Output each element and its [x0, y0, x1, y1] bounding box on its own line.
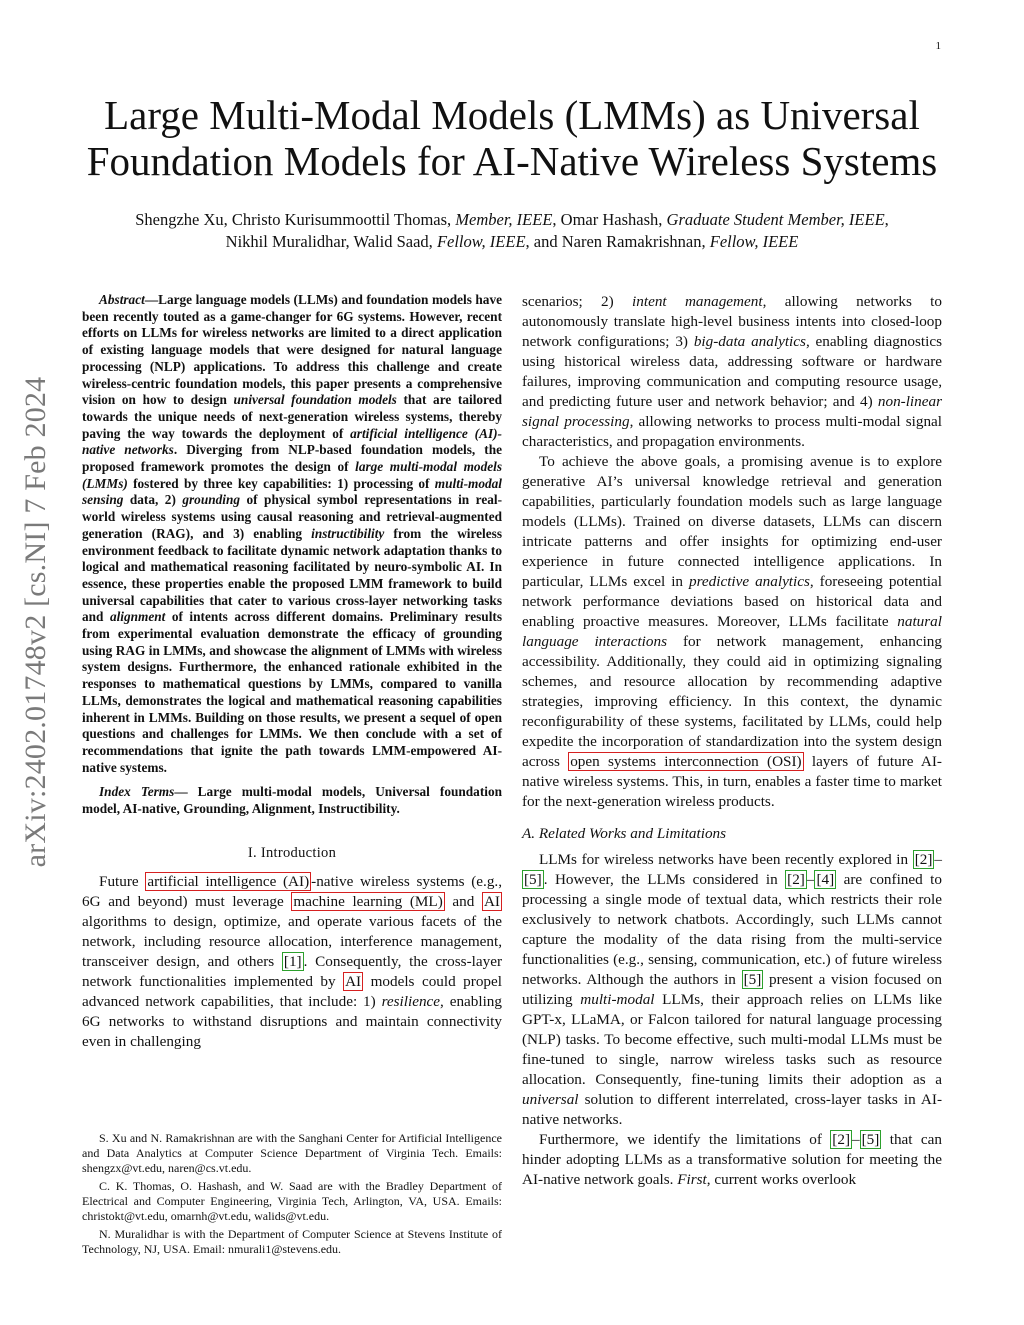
acronym-link-osi[interactable]: open systems interconnection (OSI) [570, 753, 802, 770]
abstract-label: Abstract [99, 292, 145, 307]
title-line-2: Foundation Models for AI-Native Wireless Systems [86, 138, 938, 184]
author-text: , and Naren Ramakrishnan, [525, 232, 706, 251]
right-column [522, 292, 942, 1190]
citation-link[interactable]: [1] [283, 952, 302, 970]
author-role: Fellow, IEEE [436, 232, 526, 251]
citation-link[interactable]: [5] [524, 871, 542, 888]
arxiv-identifier: arXiv:2402.01748v2 [cs.NI] 7 Feb 2024 [19, 376, 52, 868]
citation-link[interactable]: [5] [743, 971, 762, 988]
index-terms-label: Index Terms [99, 784, 175, 800]
section-heading-introduction: I. Introduction [247, 844, 337, 861]
author-role: Graduate Student Member, IEEE [666, 210, 885, 229]
left-column [82, 292, 502, 1052]
footnote: S. Xu and N. Ramakrishnan are with the Sanghani Center for Artificial Intelligence and Data Analytics at Computer Science Department of Virginia Tech. Emails: shengzx@vt.edu, naren@cs.vt.edu. [82, 1131, 502, 1175]
author-text: Shengzhe Xu, Christo Kurisummoottil Thomas, [135, 210, 452, 229]
acronym-link-ai-short[interactable]: AI [483, 892, 500, 910]
citation-link[interactable]: [2] [832, 1131, 851, 1148]
footnote: N. Muralidhar is with the Department of Computer Science at Stevens Institute of Technology, NJ, USA. Email: nmurali1@stevens.edu. [82, 1227, 502, 1256]
subsection-heading: A. Related Works and Limitations [522, 825, 727, 842]
author-role: Member, IEEE [455, 210, 553, 229]
author-list [70, 209, 954, 253]
citation-link[interactable]: [4] [816, 871, 835, 888]
author-role: Fellow, IEEE [709, 232, 799, 251]
acronym-link-ml[interactable]: machine learning (ML) [293, 892, 443, 910]
right-body: scenarios; 2) intent management, allowing networks to autonomously translate high-level business intents into closed-loop network configurations; 3) big-data analytics, enabling diagnostics using historical wireless data, addressing software or hardware failures, improving communication and computing resource usage, and predicting future user and network behavior; and 4) non-linear signal processing, allowing networks to process multi-modal signal characteristics, and propagation environments. To achieve the above goals, a promising avenue is to explore generative AI’s universal knowledge retrieval and generation capabilities, particularly foundation models such as large language models (LLMs). Trained on diverse datasets, LLMs can discern intricate patterns and offer insights for optimizing end-user experience in future connected intelligence applications. In particular, LLMs excel in predictive analytics, foreseeing potential network performance deviations based on historical data and enabling proactive measures. Moreover, LLMs facilitate natural language interactions for network management, enhancing accessibility. Additionally, they could aid in optimizing signaling schemes, and resource allocation by recommending adaptive strategies, improving efficiency. In this context, the dynamic reconfigurability of these systems, facilitated by LLMs, could help expedite the incorporation of standardization into the system design across open systems interconnection (OSI) layers of future AI-native wireless systems. This, in turn, enables a faster time to market for the next-generation wireless products. A. Related Works and Limitations LLMs for wireless networks have been recently explored in [2] –[5] . However, the LLMs considered in [2] – [4] are confined to processing a single mode of textual data, which restricts their role exclusively to network chatbots. Accordingly, such LLMs cannot capture the modality of the data rising from the multi-service functionalities (e.g., sensing, communication, etc.) of future wireless networks. Although the authors in [5] present a vision focused on utilizing multi-modal LLMs, their approach relies on LLMs like GPT-x, LLaMA, or Falcon tailored for natural language processing (NLP) tasks. To become effective, such multi-modal LLMs must be fine-tuned to single, narrow wireless tasks such as resource allocation. Consequently, fine-tuning limits their adoption as a universal solution to different interrelated, cross-layer tasks in AI-native networks. Furthermore, we identify the limitations of [2] – [5] that can hinder adopting LLMs as a transformative solution for meeting the AI-native network goals. First, current works overlook [522, 293, 943, 1188]
author-text: Nikhil Muralidhar, Walid Saad, [225, 232, 433, 251]
author-text: , Omar Hashash, [552, 210, 663, 229]
index-terms: Index Terms— Large multi-modal models, Universal foundation model, AI-native, Grounding, Alignment, Instructibility. [82, 784, 502, 817]
footnotes [82, 1131, 502, 1260]
citation-link[interactable]: [2] [914, 851, 933, 868]
abstract: Abstract—Large language models (LLMs) and foundation models have been recently touted as a game-changer for 6G systems. However, recent efforts on LLMs for wireless networks are limited to a direct application of existing language models that were designed for natural language processing (NLP) applications. To address this challenge and create wireless-centric foundation models, this paper presents a comprehensive vision on how to design universal foundation models that are tailored towards the unique needs of next-generation wireless systems, thereby paving the way towards the deployment of artificial intelligence (AI)-native networks. Diverging from NLP-based foundation models, the proposed framework promotes the design of large multi-modal models (LMMs) fostered by three key capabilities: 1) processing of multi-modal sensing data, 2) grounding of physical symbol representations in real-world wireless systems using causal reasoning and retrieval-augmented generation (RAG), and 3) enabling instructibility from the wireless environment feedback to facilitate dynamic network adaptation thanks to logical and mathematical reasoning facilitated by neuro-symbolic AI. In essence, these properties enable the proposed LMM framework to build universal capabilities that cater to various cross-layer networking tasks and alignment of intents across different domains. Preliminary results from experimental evaluation demonstrate the efficacy of grounding using RAG in LMMs, and showcase the alignment of LMMs with wireless system designs. Furthermore, the enhanced rationale exhibited in the responses to mathematical questions by LMMs, compared to vanilla LLMs, demonstrates the logical and mathematical reasoning capabilities inherent in LMMs. Building on those results, we present a sequel of open questions and challenges for LMMs. We then conclude with a set of recommendations that ignite the path towards LMM-empowered AI-native systems. [82, 292, 503, 775]
citation-link[interactable]: [2] [787, 871, 805, 888]
arxiv-sidebar [12, 285, 60, 960]
footnote: C. K. Thomas, O. Hashash, and W. Saad are with the Bradley Department of Electrical and Computer Engineering, Virginia Tech, Arlington, VA, USA. Emails: christokt@vt.edu, omarnh@vt.edu, walids@vt.edu. [82, 1179, 502, 1223]
acronym-link-ai-short[interactable]: AI [345, 972, 362, 990]
page-number: 1 [935, 40, 941, 52]
acronym-link-ai[interactable]: artificial intelligence (AI) [147, 872, 310, 890]
title-line-1: Large Multi-Modal Models (LMMs) as Universal [104, 92, 920, 138]
paper-title [60, 92, 964, 184]
introduction-body: Future artificial intelligence (AI) -native wireless systems (e.g., 6G and beyond) must leverage machine learning (ML) and AI algorithms to design, optimize, and operate various facets of the network, including resource allocation, interference management, transceiver design, and others [1] . Consequently, the cross-layer network functionalities implemented by AI models could propel advanced network capabilities, that include: 1) resilience, enabling 6G networks to withstand disruptions and maintain connectivity even in challenging [82, 872, 503, 1050]
citation-link[interactable]: [5] [861, 1131, 880, 1148]
author-text: , [884, 210, 889, 229]
